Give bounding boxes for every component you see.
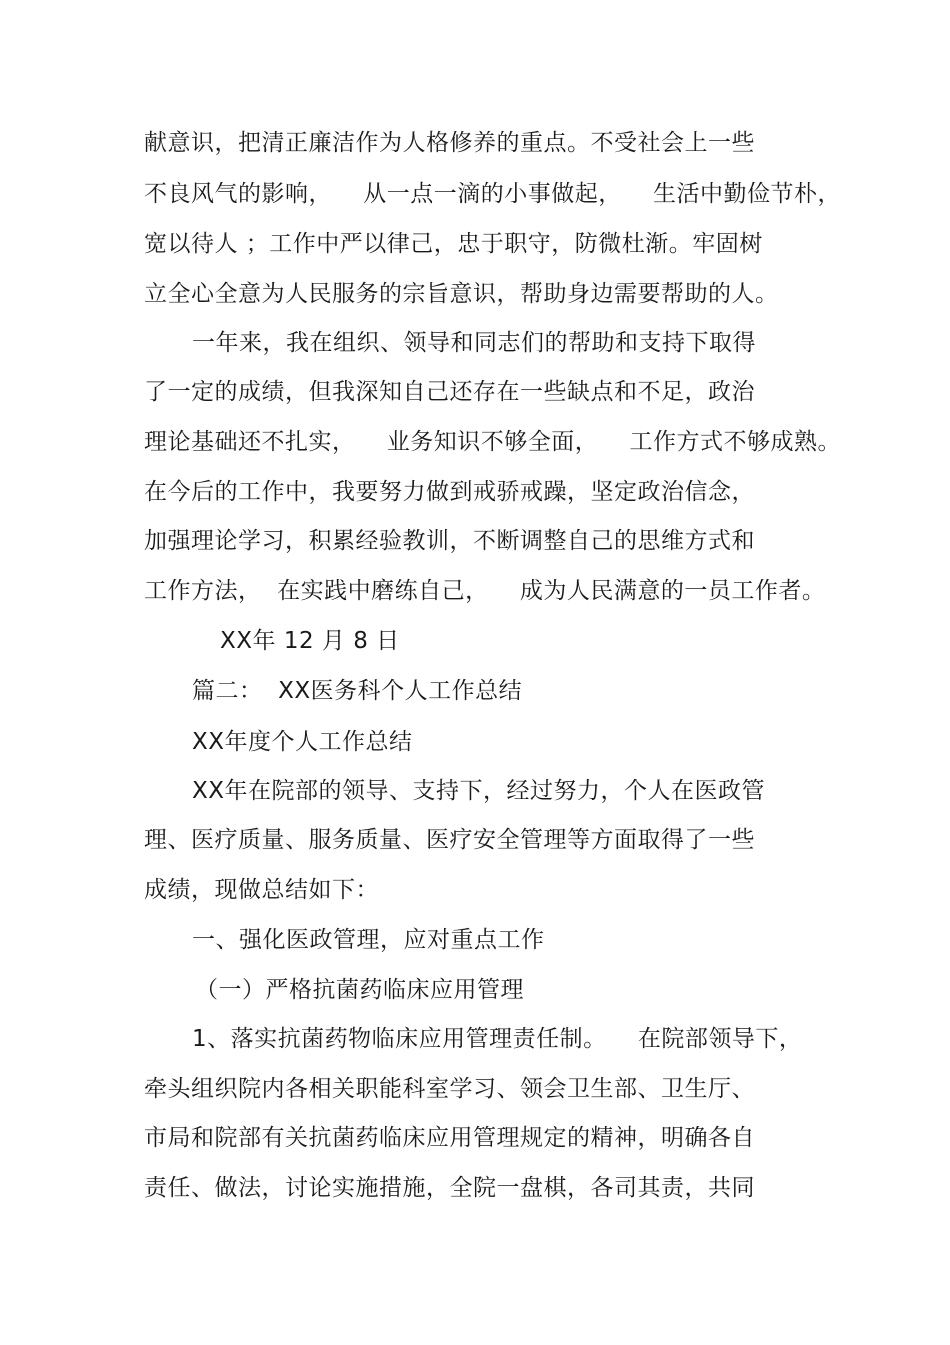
text-line-7: 理论基础还不扎实， 业务知识不够全面， 工作方式不够成熟。 [144, 429, 841, 455]
heading-level-2: （一）严格抗菌药临床应用管理 [195, 977, 524, 1003]
section-heading: 篇二： XX医务科个人工作总结 [192, 678, 523, 704]
text-line-19: 1、落实抗菌药物临床应用管理责任制。 在院部领导下， [192, 1026, 803, 1052]
text-line-21: 市局和院部有关抗菌药临床应用管理规定的精神，明确各自 [144, 1125, 755, 1151]
text-line-20: 牵头组织院内各相关职能科室学习、领会卫生部、卫生厅、 [144, 1076, 755, 1102]
text-line-15: 理、医疗质量、服务质量、医疗安全管理等方面取得了一些 [144, 827, 755, 853]
text-line-16: 成绩，现做总结如下： [144, 877, 379, 903]
text-line-10: 工作方法， 在实践中磨练自己， 成为人民满意的一员工作者。 [144, 578, 826, 604]
text-line-6: 了一定的成绩，但我深知自己还存在一些缺点和不足，政治 [144, 379, 755, 405]
text-line-14: XX年在院部的领导、支持下，经过努力，个人在医政管 [192, 778, 766, 804]
text-line-4: 立全心全意为人民服务的宗旨意识，帮助身边需要帮助的人。 [144, 281, 779, 307]
subtitle-line: XX年度个人工作总结 [192, 729, 413, 755]
text-line-22: 责任、做法，讨论实施措施，全院一盘棋，各司其责，共同 [144, 1175, 755, 1201]
date-line: XX年 12 月 8 日 [220, 628, 400, 654]
text-line-8: 在今后的工作中，我要努力做到戒骄戒躁，坚定政治信念， [144, 479, 755, 505]
text-line-9: 加强理论学习，积累经验教训，不断调整自己的思维方式和 [144, 528, 755, 554]
text-line-5: 一年来，我在组织、领导和同志们的帮助和支持下取得 [192, 330, 756, 356]
text-line-3: 宽以待人 ；工作中严以律己，忠于职守，防微杜渐。牢固树 [144, 231, 763, 257]
text-line-1: 献意识，把清正廉洁作为人格修养的重点。不受社会上一些 [144, 130, 755, 156]
text-line-2: 不良风气的影响， 从一点一滴的小事做起， 生活中勤俭节朴， [144, 181, 841, 207]
heading-level-1: 一、强化医政管理，应对重点工作 [192, 927, 545, 953]
